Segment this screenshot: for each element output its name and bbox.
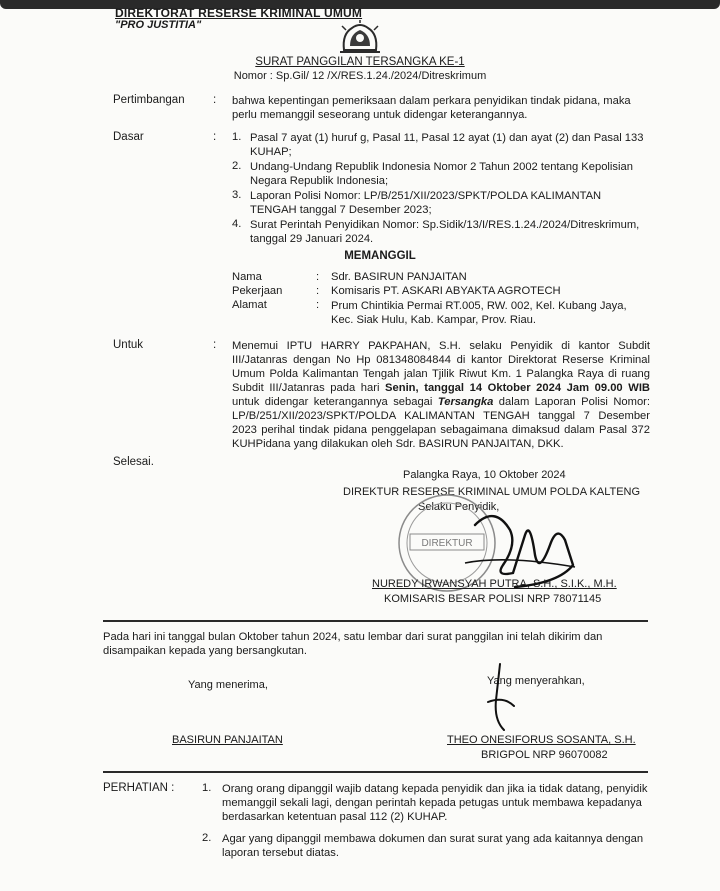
deliverer-rank: BRIGPOL NRP 96070082 bbox=[481, 749, 608, 761]
dasar-item: Laporan Polisi Nomor: LP/B/251/XII/2023/SPKT/POLDA KALIMANTAN TENGAH tanggal 7 Desember 2023; bbox=[250, 190, 602, 216]
untuk-colon: : bbox=[213, 339, 217, 351]
dasar-item-number: 2. bbox=[232, 160, 242, 172]
pekerjaan-label: Pekerjaan bbox=[232, 285, 283, 297]
deliverer-name: THEO ONESIFORUS SOSANTA, S.H. bbox=[447, 734, 636, 746]
dasar-item-number: 4. bbox=[232, 218, 242, 230]
pertimbangan-text: bahwa kepentingan pemeriksaan dalam perkara penyidikan tindak pidana, maka perlu memanggil seseorang untuk didengar keterangannya. bbox=[232, 95, 631, 121]
untuk-text bbox=[232, 339, 650, 451]
letter-title: SURAT PANGGILAN TERSANGKA KE-1 bbox=[255, 56, 465, 68]
dasar-colon: : bbox=[213, 131, 217, 143]
pertimbangan-label: Pertimbangan bbox=[113, 94, 185, 106]
signatory-office: DIREKTUR RESERSE KRIMINAL UMUM POLDA KALTENG bbox=[343, 486, 641, 498]
perhatian-item-number: 1. bbox=[202, 782, 212, 794]
nama-value: Sdr. BASIRUN PANJAITAN bbox=[331, 271, 467, 283]
signatory-role: Selaku Penyidik, bbox=[418, 501, 500, 513]
alamat-label: Alamat bbox=[232, 299, 267, 311]
selesai-label: Selesai. bbox=[113, 456, 154, 468]
nama-colon: : bbox=[316, 271, 320, 283]
dasar-item-number: 3. bbox=[232, 189, 242, 201]
dasar-label: Dasar bbox=[113, 131, 144, 143]
signatory-name: NUREDY IRWANSYAH PUTRA, S.H., S.I.K., M.H. bbox=[372, 578, 617, 590]
deliverer-signature-icon bbox=[470, 660, 530, 740]
pro-justitia-label: "PRO JUSTITIA" bbox=[115, 19, 202, 31]
police-emblem-icon bbox=[338, 20, 382, 54]
dasar-item: Surat Perintah Penyidikan Nomor: Sp.Sidik/13/I/RES.1.24./2024/Ditreskrimum, tanggal 29 Januari 2024. bbox=[250, 219, 640, 245]
memanggil-heading: MEMANGGIL bbox=[344, 250, 416, 262]
dasar-item-number: 1. bbox=[232, 131, 242, 143]
untuk-text-part: untuk didengar keterangannya sebagai bbox=[232, 396, 438, 408]
deliverer-label: Yang menyerahkan, bbox=[487, 675, 585, 687]
untuk-label: Untuk bbox=[113, 339, 144, 351]
letter-number: Nomor : Sp.Gil/ 12 /X/RES.1.24./2024/Ditreskrimum bbox=[233, 70, 487, 82]
perhatian-item: Orang orang dipanggil wajib datang kepada penyidik dan jika ia tidak datang, penyidik memanggil sekali lagi, dengan perintah kepada petugas untuk membawa kepadanya berdasarkan ketentuan pasal 112 (2) KUHAP. bbox=[222, 783, 648, 823]
untuk-text-part: Menemui IPTU HARRY PAKPAHAN, S.H. selaku Penyidik di kantor Subdit III/Jatanras dengan No Hp 081348084844 di kantor Direktorat Reserse Kriminal Umum Polda Kalimantan Tengah jalan Tjilik Riwut Km. 1 Palangka Raya di ruang Subdit III/Jatanras pada hari bbox=[232, 340, 650, 394]
receipt-text: Pada hari ini tanggal bulan Oktober tahun 2024, satu lembar dari surat panggilan ini telah dikirim dan disampaikan kepada yang bersangkutan. bbox=[103, 631, 603, 657]
nama-label: Nama bbox=[232, 271, 262, 283]
perhatian-item: Agar yang dipanggil membawa dokumen dan surat surat yang ada kaitannya dengan laporan tersebut diatas. bbox=[222, 833, 644, 859]
section-divider bbox=[103, 771, 648, 773]
pekerjaan-colon: : bbox=[316, 285, 320, 297]
schedule-text: Senin, tanggal 14 Oktober 2024 Jam 09.00 WIB bbox=[385, 382, 651, 394]
pertimbangan-colon: : bbox=[213, 94, 217, 106]
institution-header: DIREKTORAT RESERSE KRIMINAL UMUM bbox=[115, 6, 363, 20]
signatory-rank: KOMISARIS BESAR POLISI NRP 78071145 bbox=[384, 593, 602, 605]
stamp-text: DIREKTUR bbox=[421, 538, 473, 549]
alamat-value: Prum Chintikia Permai RT.005, RW. 002, Kel. Kubang Jaya, Kec. Siak Hulu, Kab. Kampar, Prov. Riau. bbox=[331, 300, 627, 326]
section-divider bbox=[103, 620, 648, 622]
place-date: Palangka Raya, 10 Oktober 2024 bbox=[403, 469, 566, 481]
untuk-text-part: dalam Laporan Polisi Nomor: LP/B/251/XII/2023/SPKT/POLDA KALIMANTAN TENGAH tanggal 7 Desember 2023 perihal tindak pidana penggelapan sebagaimana dimaksud dalam Pasal 372 KUHPidana yang dilakukan oleh Sdr. BASIRUN PANJAITAN, DKK. bbox=[232, 396, 650, 450]
perhatian-item-number: 2. bbox=[202, 832, 212, 844]
dasar-item: Undang-Undang Republik Indonesia Nomor 2 Tahun 2002 tentang Kepolisian Negara Republik Indonesia; bbox=[250, 161, 633, 187]
dasar-item: Pasal 7 ayat (1) huruf g, Pasal 11, Pasal 12 ayat (1) dan ayat (2) dan Pasal 133 KUHAP; bbox=[250, 132, 644, 158]
perhatian-label: PERHATIAN : bbox=[103, 782, 175, 794]
pekerjaan-value: Komisaris PT. ASKARI ABYAKTA AGROTECH bbox=[331, 285, 561, 297]
receiver-label: Yang menerima, bbox=[188, 679, 268, 691]
receiver-name: BASIRUN PANJAITAN bbox=[172, 734, 283, 746]
status-text: Tersangka bbox=[437, 396, 494, 408]
alamat-colon: : bbox=[316, 299, 320, 311]
